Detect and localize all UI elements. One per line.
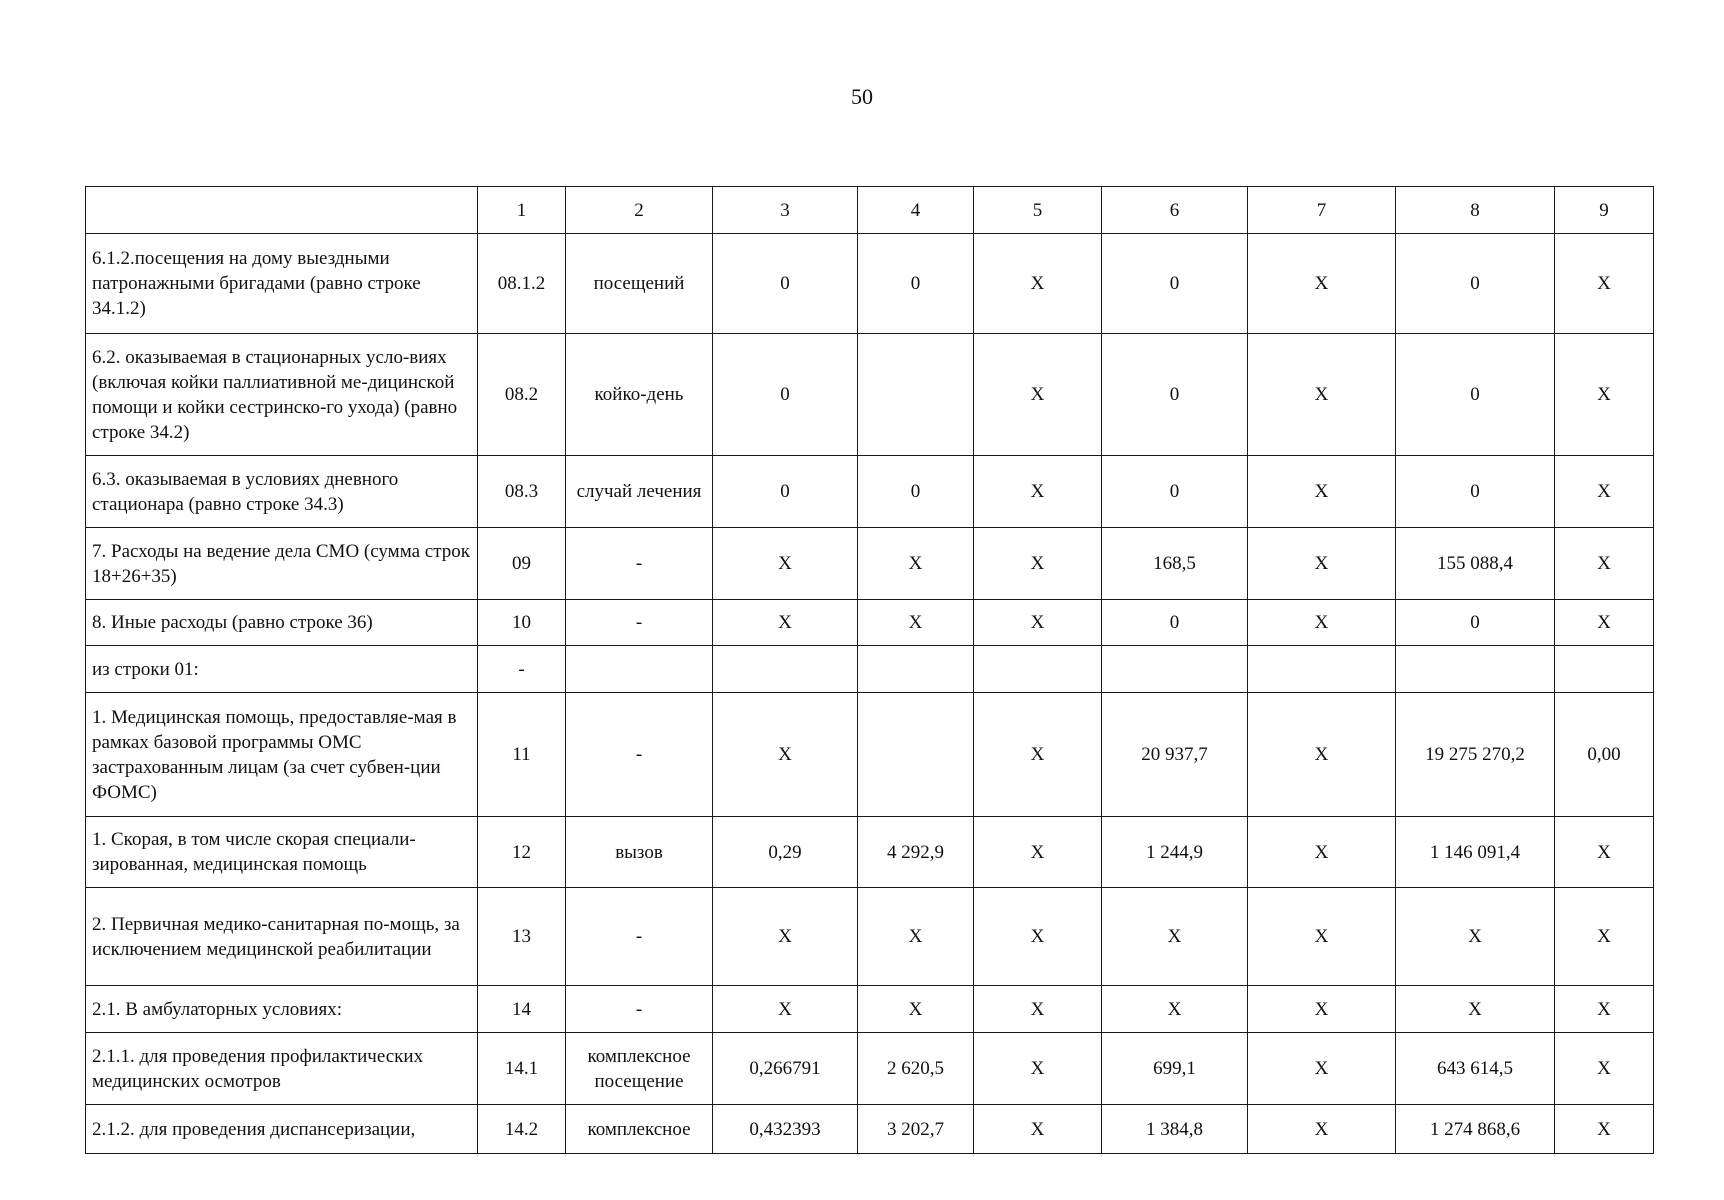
- table-row: [86, 334, 1654, 456]
- table-cell: 0: [1396, 334, 1555, 456]
- table-cell: [858, 334, 974, 456]
- header-cell: 5: [974, 187, 1102, 234]
- table-cell: 11: [478, 693, 566, 817]
- table-cell: X: [713, 528, 858, 600]
- table-cell: 14: [478, 986, 566, 1033]
- table-cell: 0: [713, 456, 858, 528]
- table-cell: [858, 693, 974, 817]
- table-cell: 0: [713, 334, 858, 456]
- table-cell: [1102, 646, 1248, 693]
- table-cell: X: [1555, 888, 1654, 986]
- table-cell: X: [974, 1033, 1102, 1105]
- table-cell: X: [1248, 1033, 1396, 1105]
- header-cell: 7: [1248, 187, 1396, 234]
- table-cell: 14.1: [478, 1033, 566, 1105]
- table-cell: 0: [1396, 234, 1555, 334]
- table-cell: X: [713, 986, 858, 1033]
- table-cell: 1 384,8: [1102, 1105, 1248, 1154]
- table-cell: X: [974, 817, 1102, 888]
- table-cell: [1248, 646, 1396, 693]
- table-cell: -: [478, 646, 566, 693]
- row-label-cell: из строки 01:: [86, 646, 478, 693]
- table-cell: 13: [478, 888, 566, 986]
- table-cell: X: [1248, 334, 1396, 456]
- table-cell: X: [713, 888, 858, 986]
- table-cell: X: [1555, 600, 1654, 646]
- table-row: [86, 1033, 1654, 1105]
- table-cell: X: [1248, 234, 1396, 334]
- table-cell: 168,5: [1102, 528, 1248, 600]
- table-cell: [1555, 646, 1654, 693]
- table-cell: 19 275 270,2: [1396, 693, 1555, 817]
- table-cell: -: [566, 693, 713, 817]
- table-cell: X: [1248, 1105, 1396, 1154]
- header-cell: 4: [858, 187, 974, 234]
- table-cell: 1 274 868,6: [1396, 1105, 1555, 1154]
- header-cell: 9: [1555, 187, 1654, 234]
- row-label-cell: 8. Иные расходы (равно строке 36): [86, 600, 478, 646]
- table-cell: X: [974, 600, 1102, 646]
- row-label-cell: 1. Медицинская помощь, предоставляе-мая в рамках базовой программы ОМС застрахованным лицам (за счет субвен-ции ФОМС): [86, 693, 478, 817]
- table-cell: комплексное: [566, 1105, 713, 1154]
- table-cell: X: [1102, 986, 1248, 1033]
- table-cell: 14.2: [478, 1105, 566, 1154]
- row-label-cell: 2.1.2. для проведения диспансеризации,: [86, 1105, 478, 1154]
- table-row: [86, 693, 1654, 817]
- row-label-cell: 7. Расходы на ведение дела СМО (сумма строк 18+26+35): [86, 528, 478, 600]
- table-cell: 0,29: [713, 817, 858, 888]
- table-cell: X: [1396, 986, 1555, 1033]
- table-body: [86, 187, 1654, 1154]
- table-cell: 0,432393: [713, 1105, 858, 1154]
- table-cell: X: [974, 528, 1102, 600]
- table-row: [86, 600, 1654, 646]
- table-cell: 3 202,7: [858, 1105, 974, 1154]
- table-cell: X: [974, 693, 1102, 817]
- table-cell: X: [1555, 817, 1654, 888]
- table-row: [86, 234, 1654, 334]
- table-cell: 643 614,5: [1396, 1033, 1555, 1105]
- table-cell: 2 620,5: [858, 1033, 974, 1105]
- table-cell: вызов: [566, 817, 713, 888]
- table-cell: X: [1555, 234, 1654, 334]
- row-label-cell: 6.2. оказываемая в стационарных усло-виях (включая койки паллиативной ме-дицинской помощи и койки сестринско-го ухода) (равно строке 34.2): [86, 334, 478, 456]
- header-cell: 6: [1102, 187, 1248, 234]
- table-cell: X: [713, 693, 858, 817]
- table-cell: -: [566, 600, 713, 646]
- row-label-cell: 2.1. В амбулаторных условиях:: [86, 986, 478, 1033]
- table-cell: 20 937,7: [1102, 693, 1248, 817]
- table-cell: койко-день: [566, 334, 713, 456]
- table-row: [86, 646, 1654, 693]
- table-cell: X: [1102, 888, 1248, 986]
- row-label-cell: 1. Скорая, в том числе скорая специали-зированная, медицинская помощь: [86, 817, 478, 888]
- table-cell: -: [566, 528, 713, 600]
- table-cell: комплексное посещение: [566, 1033, 713, 1105]
- table-cell: X: [1248, 693, 1396, 817]
- table-cell: X: [1396, 888, 1555, 986]
- table-cell: X: [974, 986, 1102, 1033]
- header-cell: 1: [478, 187, 566, 234]
- table-cell: X: [974, 888, 1102, 986]
- table-header-row: [86, 187, 1654, 234]
- table-cell: случай лечения: [566, 456, 713, 528]
- table-row: [86, 888, 1654, 986]
- table-cell: X: [1248, 817, 1396, 888]
- table-cell: X: [1555, 1105, 1654, 1154]
- table-cell: X: [1555, 986, 1654, 1033]
- table-cell: 0: [1102, 456, 1248, 528]
- header-cell: 8: [1396, 187, 1555, 234]
- table-row: [86, 986, 1654, 1033]
- header-cell: [86, 187, 478, 234]
- table-cell: 12: [478, 817, 566, 888]
- table-cell: X: [1248, 528, 1396, 600]
- table-cell: [1396, 646, 1555, 693]
- table-row: [86, 456, 1654, 528]
- table-cell: 0,266791: [713, 1033, 858, 1105]
- table-cell: 09: [478, 528, 566, 600]
- table-cell: 08.3: [478, 456, 566, 528]
- table-cell: 0: [1102, 334, 1248, 456]
- row-label-cell: 6.1.2.посещения на дому выездными патронажными бригадами (равно строке 34.1.2): [86, 234, 478, 334]
- table-cell: [566, 646, 713, 693]
- table-cell: 10: [478, 600, 566, 646]
- table-cell: X: [1248, 600, 1396, 646]
- table-cell: 0,00: [1555, 693, 1654, 817]
- table-cell: X: [858, 528, 974, 600]
- table-cell: X: [1555, 1033, 1654, 1105]
- table-cell: X: [974, 456, 1102, 528]
- table-cell: 08.1.2: [478, 234, 566, 334]
- row-label-cell: 2.1.1. для проведения профилактических медицинских осмотров: [86, 1033, 478, 1105]
- header-cell: 3: [713, 187, 858, 234]
- table-cell: 0: [1102, 600, 1248, 646]
- table-cell: 0: [1396, 456, 1555, 528]
- table-cell: 0: [1102, 234, 1248, 334]
- table-cell: 0: [713, 234, 858, 334]
- table-cell: X: [1555, 456, 1654, 528]
- table-cell: 155 088,4: [1396, 528, 1555, 600]
- table-cell: X: [858, 986, 974, 1033]
- table-cell: X: [1248, 456, 1396, 528]
- table-row: [86, 1105, 1654, 1154]
- table-cell: X: [1248, 888, 1396, 986]
- table-cell: 0: [1396, 600, 1555, 646]
- table-cell: [974, 646, 1102, 693]
- table-cell: X: [1248, 986, 1396, 1033]
- table-cell: X: [1555, 334, 1654, 456]
- table-cell: 4 292,9: [858, 817, 974, 888]
- table-cell: X: [974, 334, 1102, 456]
- page-number: 50: [851, 84, 873, 109]
- table-cell: [713, 646, 858, 693]
- table-cell: 1 146 091,4: [1396, 817, 1555, 888]
- table-cell: -: [566, 888, 713, 986]
- table-row: [86, 817, 1654, 888]
- row-label-cell: 2. Первичная медико-санитарная по-мощь, за исключением медицинской реабилитации: [86, 888, 478, 986]
- table-cell: X: [713, 600, 858, 646]
- table-cell: 699,1: [1102, 1033, 1248, 1105]
- table-cell: 08.2: [478, 334, 566, 456]
- report-table: [85, 186, 1654, 1154]
- table-cell: X: [858, 888, 974, 986]
- row-label-cell: 6.3. оказываемая в условиях дневного стационара (равно строке 34.3): [86, 456, 478, 528]
- table-cell: посещений: [566, 234, 713, 334]
- table-cell: X: [974, 234, 1102, 334]
- table-cell: [858, 646, 974, 693]
- table-cell: X: [858, 600, 974, 646]
- header-cell: 2: [566, 187, 713, 234]
- table-cell: 0: [858, 456, 974, 528]
- table-cell: X: [1555, 528, 1654, 600]
- table-cell: 1 244,9: [1102, 817, 1248, 888]
- table-cell: X: [974, 1105, 1102, 1154]
- table-cell: -: [566, 986, 713, 1033]
- table-cell: 0: [858, 234, 974, 334]
- table-row: [86, 528, 1654, 600]
